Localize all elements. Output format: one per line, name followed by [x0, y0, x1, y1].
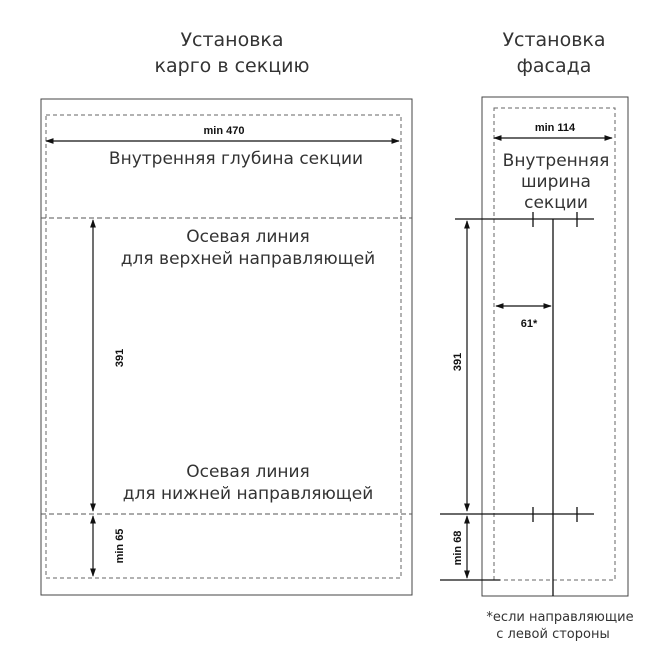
bottom-dimension-label: min 65 [114, 528, 126, 564]
section-outer-frame [41, 99, 412, 595]
section-inner-frame [46, 115, 401, 578]
right-panel [440, 29, 628, 596]
facade-width-label-line2: ширина [521, 172, 591, 192]
offset-dimension-label: 61* [520, 318, 538, 330]
upper-axis-label-line1: Осевая линия [186, 227, 310, 247]
facade-width-label-line3: секции [524, 193, 588, 213]
width-dimension-label: min 470 [203, 125, 245, 137]
right-title-line2: фасада [516, 55, 592, 77]
facade-bottom-label: min 68 [452, 530, 464, 566]
lower-axis-label-line1: Осевая линия [186, 462, 310, 482]
facade-width-label: min 114 [534, 122, 576, 134]
left-title-line2: карго в секцию [154, 55, 310, 77]
footnote-line1: *если направляющие [486, 610, 634, 625]
facade-width-label-line1: Внутренняя [502, 151, 610, 171]
left-title-line1: Установка [180, 29, 284, 51]
depth-label: Внутренняя глубина секции [108, 149, 364, 169]
right-title-line1: Установка [502, 29, 606, 51]
lower-axis-label-line2: для нижней направляющей [122, 484, 374, 504]
height-dimension-label: 391 [114, 348, 126, 368]
upper-axis-label-line2: для верхней направляющей [120, 249, 376, 269]
footnote-line2: с левой стороны [496, 627, 610, 642]
facade-height-label: 391 [452, 352, 464, 372]
left-panel [41, 29, 412, 595]
